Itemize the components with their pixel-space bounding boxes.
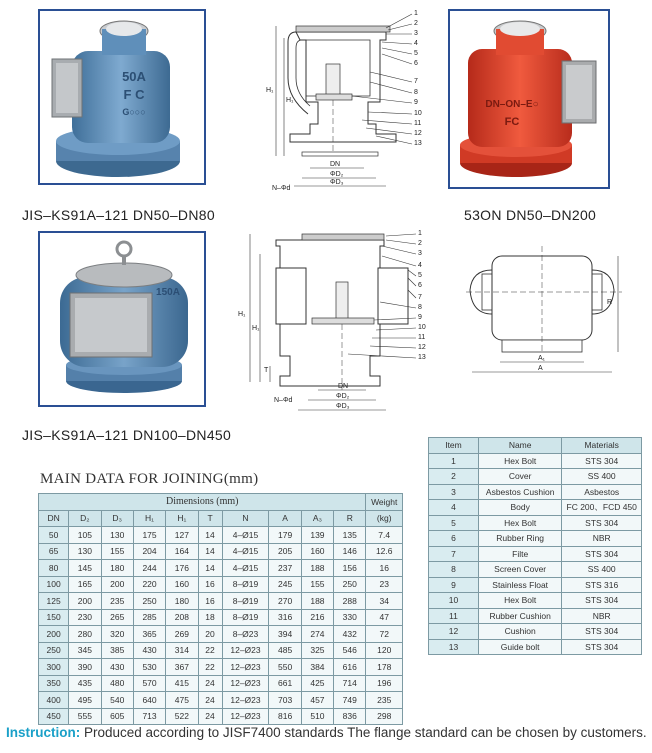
table-cell: 65 <box>39 543 69 560</box>
table-cell: 432 <box>334 626 366 643</box>
table-cell: 314 <box>166 642 198 659</box>
table-cell: 4–Ø15 <box>222 527 269 544</box>
marking-text: DN–ON–E○ <box>485 99 539 110</box>
table-cell: Hex Bolt <box>478 515 561 531</box>
table-cell: 10 <box>429 593 479 609</box>
table-cell: 5 <box>429 515 479 531</box>
table-cell: 546 <box>334 642 366 659</box>
table-cell: 8–Ø19 <box>222 609 269 626</box>
part-number: 1 <box>418 230 422 237</box>
table-row <box>429 562 642 578</box>
vent-head-blue-small-image <box>40 11 204 183</box>
dim-label-a1: A₁ <box>538 355 546 362</box>
table-cell: 703 <box>269 692 301 709</box>
dim-label-d2: ΦD₂ <box>336 393 350 400</box>
table-cell: STS 304 <box>562 639 642 655</box>
table-cell: 139 <box>301 527 333 544</box>
vent-head-red-image <box>450 11 608 187</box>
table-cell: 7 <box>429 546 479 562</box>
table-cell: Filte <box>478 546 561 562</box>
table-cell: 14 <box>198 543 222 560</box>
dim-label-t: T <box>264 367 269 374</box>
table-cell: 200 <box>39 626 69 643</box>
table-row <box>429 639 642 655</box>
column-header: H₁ <box>166 510 198 527</box>
table-cell: 146 <box>334 543 366 560</box>
instruction-line <box>6 725 647 740</box>
table-row <box>39 659 403 676</box>
table-row <box>39 543 403 560</box>
part-number: 3 <box>414 30 418 37</box>
table-cell: 367 <box>166 659 198 676</box>
table-cell: 135 <box>334 527 366 544</box>
column-header: Materials <box>562 438 642 454</box>
table-cell: Hex Bolt <box>478 593 561 609</box>
table-cell: 12–Ø23 <box>222 659 269 676</box>
table-cell: 125 <box>39 593 69 610</box>
table-cell: 188 <box>301 560 333 577</box>
table-cell: 345 <box>69 642 101 659</box>
part-number: 8 <box>414 89 418 96</box>
table-cell: 155 <box>101 543 133 560</box>
table-cell: 205 <box>269 543 301 560</box>
part-number: 10 <box>418 324 426 331</box>
column-header: N <box>222 510 269 527</box>
table-cell: NBR <box>562 531 642 547</box>
table-cell: STS 304 <box>562 453 642 469</box>
table-cell: 285 <box>133 609 165 626</box>
table-cell: 47 <box>366 609 403 626</box>
part-number: 8 <box>418 304 422 311</box>
table-cell: 415 <box>166 675 198 692</box>
column-header: Name <box>478 438 561 454</box>
table-cell: 3 <box>429 484 479 500</box>
table-cell: 72 <box>366 626 403 643</box>
table-cell: 1 <box>429 453 479 469</box>
column-header: D₂ <box>69 510 101 527</box>
table-cell: 280 <box>69 626 101 643</box>
table-cell: 570 <box>133 675 165 692</box>
part-number: 4 <box>418 262 422 269</box>
part-number: 3 <box>418 250 422 257</box>
table-cell: 127 <box>166 527 198 544</box>
table-cell: 365 <box>133 626 165 643</box>
table-cell: 50 <box>39 527 69 544</box>
table-cell: STS 316 <box>562 577 642 593</box>
table-cell: 265 <box>101 609 133 626</box>
part-number: 7 <box>418 294 422 301</box>
table-cell: 250 <box>39 642 69 659</box>
table-cell: 22 <box>198 659 222 676</box>
table-cell: 325 <box>301 642 333 659</box>
product-caption-53on: 53ON DN50–DN200 <box>464 207 597 223</box>
section-drawing-dn100-450 <box>236 226 440 418</box>
table-row <box>39 609 403 626</box>
table-row <box>429 469 642 485</box>
part-number: 11 <box>414 120 422 127</box>
table-row <box>429 593 642 609</box>
table-cell: 216 <box>301 609 333 626</box>
table-row <box>429 484 642 500</box>
table-cell: 640 <box>133 692 165 709</box>
table-cell: 179 <box>269 527 301 544</box>
table-cell: 130 <box>69 543 101 560</box>
table-row <box>429 624 642 640</box>
table-cell: 230 <box>69 609 101 626</box>
table-cell: 540 <box>101 692 133 709</box>
table-cell: 160 <box>166 576 198 593</box>
table-cell: 237 <box>269 560 301 577</box>
table-cell: 288 <box>334 593 366 610</box>
table-row <box>39 593 403 610</box>
table-cell: 4 <box>429 500 479 516</box>
table-cell: 530 <box>133 659 165 676</box>
table-cell: 12–Ø23 <box>222 692 269 709</box>
table-cell: 244 <box>133 560 165 577</box>
table-cell: Cover <box>478 469 561 485</box>
table-cell: 298 <box>366 708 403 725</box>
table-cell: Asbestos <box>562 484 642 500</box>
table-cell: 485 <box>269 642 301 659</box>
table-cell: 8 <box>429 562 479 578</box>
table-cell: 457 <box>301 692 333 709</box>
table-cell: 180 <box>101 560 133 577</box>
table-row <box>39 527 403 544</box>
table-row <box>39 675 403 692</box>
table-row <box>429 577 642 593</box>
table-cell: 385 <box>101 642 133 659</box>
table-cell: Asbestos Cushion <box>478 484 561 500</box>
part-number: 4 <box>414 40 418 47</box>
part-number: 6 <box>414 60 418 67</box>
table-cell: 16 <box>198 576 222 593</box>
dim-label-d2: ΦD₂ <box>330 171 344 178</box>
table-cell: Stainless Float <box>478 577 561 593</box>
marking-text: F C <box>123 87 145 102</box>
table-cell: 605 <box>101 708 133 725</box>
table-row <box>429 500 642 516</box>
product-photo-53on <box>448 9 610 189</box>
table-cell: 2 <box>429 469 479 485</box>
table-cell: 13 <box>429 639 479 655</box>
table-cell: 245 <box>269 576 301 593</box>
table-row <box>39 642 403 659</box>
main-data-title: MAIN DATA FOR JOINING(mm) <box>40 471 259 487</box>
product-photo-ks91a-small <box>38 9 206 185</box>
table-cell: 196 <box>366 675 403 692</box>
part-number: 9 <box>418 314 422 321</box>
column-header: DN <box>39 510 69 527</box>
table-cell: 495 <box>69 692 101 709</box>
table-row <box>429 546 642 562</box>
column-header: Item <box>429 438 479 454</box>
table-cell: 188 <box>301 593 333 610</box>
table-cell: 24 <box>198 675 222 692</box>
dim-label-h1: H₁ <box>266 87 274 94</box>
table-cell: 300 <box>39 659 69 676</box>
weight-unit-header: (kg) <box>366 510 403 527</box>
part-number: 10 <box>414 110 422 117</box>
instruction-text: Produced according to JISF7400 standards The flange standard can be chosen by customers. <box>80 725 647 740</box>
table-cell: 22 <box>198 642 222 659</box>
part-number: 2 <box>414 20 418 27</box>
table-cell: STS 304 <box>562 546 642 562</box>
table-cell: 384 <box>301 659 333 676</box>
part-number: 9 <box>414 99 418 106</box>
dim-label-dn: DN <box>338 383 349 390</box>
table-cell: 178 <box>366 659 403 676</box>
dimensions-table <box>38 493 403 725</box>
table-cell: 16 <box>366 560 403 577</box>
table-cell: 130 <box>101 527 133 544</box>
weight-header: Weight <box>366 494 403 511</box>
table-cell: 120 <box>366 642 403 659</box>
table-cell: 749 <box>334 692 366 709</box>
table-cell: 155 <box>301 576 333 593</box>
table-cell: 176 <box>166 560 198 577</box>
table-cell: 24 <box>198 692 222 709</box>
part-number: 7 <box>414 78 418 85</box>
table-cell: 24 <box>198 708 222 725</box>
table-cell: 34 <box>366 593 403 610</box>
table-cell: 7.4 <box>366 527 403 544</box>
dim-label-d3: ΦD₃ <box>336 403 350 410</box>
marking-text: G○○○ <box>122 107 146 117</box>
table-row <box>39 626 403 643</box>
product-caption-ks91a-large: JIS–KS91A–121 DN100–DN450 <box>22 427 232 443</box>
table-cell: 220 <box>133 576 165 593</box>
table-cell: 555 <box>69 708 101 725</box>
table-cell: STS 304 <box>562 624 642 640</box>
table-cell: SS 400 <box>562 562 642 578</box>
table-cell: STS 304 <box>562 593 642 609</box>
column-header: R <box>334 510 366 527</box>
table-cell: 18 <box>198 609 222 626</box>
table-cell: 12–Ø23 <box>222 708 269 725</box>
table-cell: 12–Ø23 <box>222 675 269 692</box>
table-cell: Rubber Ring <box>478 531 561 547</box>
table-cell: 330 <box>334 609 366 626</box>
dimensions-group-header: Dimensions (mm) <box>39 494 366 511</box>
table-cell: 20 <box>198 626 222 643</box>
column-header: A₃ <box>301 510 333 527</box>
table-cell: 522 <box>166 708 198 725</box>
table-cell: 510 <box>301 708 333 725</box>
table-row <box>429 453 642 469</box>
table-cell: Rubber Cushion <box>478 608 561 624</box>
column-header: A <box>269 510 301 527</box>
instruction-label: Instruction: <box>6 725 81 740</box>
table-cell: SS 400 <box>562 469 642 485</box>
column-header: T <box>198 510 222 527</box>
table-cell: 105 <box>69 527 101 544</box>
product-caption-ks91a-small: JIS–KS91A–121 DN50–DN80 <box>22 207 215 223</box>
table-cell: 661 <box>269 675 301 692</box>
table-row <box>429 515 642 531</box>
dim-label-dn: DN <box>330 161 341 168</box>
table-cell: 165 <box>69 576 101 593</box>
table-cell: Screen Cover <box>478 562 561 578</box>
table-cell: 12 <box>429 624 479 640</box>
table-cell: 320 <box>101 626 133 643</box>
table-cell: 200 <box>69 593 101 610</box>
table-cell: 430 <box>133 642 165 659</box>
outline-drawing-53on <box>462 240 628 382</box>
table-cell: 475 <box>166 692 198 709</box>
table-cell: 14 <box>198 527 222 544</box>
table-cell: Cushion <box>478 624 561 640</box>
dim-label-holes: N–Φd <box>272 185 291 192</box>
table-cell: 269 <box>166 626 198 643</box>
table-cell: 394 <box>269 626 301 643</box>
product-photo-ks91a-large <box>38 231 206 407</box>
table-cell: 550 <box>269 659 301 676</box>
table-cell: 80 <box>39 560 69 577</box>
table-cell: 164 <box>166 543 198 560</box>
table-cell: 145 <box>69 560 101 577</box>
marking-text: 50A <box>122 69 146 84</box>
part-number: 5 <box>418 272 422 279</box>
table-cell: 150 <box>39 609 69 626</box>
table-cell: 480 <box>101 675 133 692</box>
part-number: 6 <box>418 282 422 289</box>
dim-label-h2: H₁ <box>252 325 260 332</box>
table-cell: 16 <box>198 593 222 610</box>
part-number: 13 <box>414 140 422 147</box>
table-cell: 714 <box>334 675 366 692</box>
table-cell: 350 <box>39 675 69 692</box>
marking-text: 150A <box>156 287 180 298</box>
table-row <box>39 692 403 709</box>
table-cell: 4–Ø15 <box>222 560 269 577</box>
table-cell: 390 <box>69 659 101 676</box>
column-header: D₃ <box>101 510 133 527</box>
table-cell: 425 <box>301 675 333 692</box>
dim-label-a: A <box>538 365 543 372</box>
table-cell: 836 <box>334 708 366 725</box>
part-number: 1 <box>414 10 418 17</box>
table-cell: 180 <box>166 593 198 610</box>
part-number: 12 <box>418 344 426 351</box>
table-cell: 156 <box>334 560 366 577</box>
dim-label-d3: ΦD₃ <box>330 179 344 186</box>
table-cell: 616 <box>334 659 366 676</box>
table-cell: 200 <box>101 576 133 593</box>
dim-label-r: R <box>607 299 613 306</box>
table-cell: 274 <box>301 626 333 643</box>
table-cell: 23 <box>366 576 403 593</box>
table-cell: 12–Ø23 <box>222 642 269 659</box>
table-cell: 9 <box>429 577 479 593</box>
dim-label-h2: H₁ <box>286 97 294 104</box>
part-number: 11 <box>418 334 426 341</box>
table-cell: 160 <box>301 543 333 560</box>
table-cell: 8–Ø19 <box>222 576 269 593</box>
table-cell: STS 304 <box>562 515 642 531</box>
column-header: H₁ <box>133 510 165 527</box>
table-cell: 8–Ø19 <box>222 593 269 610</box>
table-cell: 14 <box>198 560 222 577</box>
marking-text: FC <box>504 116 520 128</box>
table-cell: 100 <box>39 576 69 593</box>
table-cell: 11 <box>429 608 479 624</box>
table-cell: 8–Ø23 <box>222 626 269 643</box>
parts-table <box>428 437 642 655</box>
table-cell: Body <box>478 500 561 516</box>
table-cell: 400 <box>39 692 69 709</box>
table-cell: 450 <box>39 708 69 725</box>
table-cell: Hex Bolt <box>478 453 561 469</box>
part-number: 2 <box>418 240 422 247</box>
table-cell: 12.6 <box>366 543 403 560</box>
table-cell: Guide bolt <box>478 639 561 655</box>
table-cell: 270 <box>269 593 301 610</box>
dim-label-holes: N–Φd <box>274 397 293 404</box>
table-row <box>429 531 642 547</box>
table-cell: 435 <box>69 675 101 692</box>
table-cell: 175 <box>133 527 165 544</box>
table-cell: 316 <box>269 609 301 626</box>
table-cell: 250 <box>334 576 366 593</box>
table-cell: 208 <box>166 609 198 626</box>
vent-head-blue-large-image <box>40 233 204 405</box>
table-cell: 4–Ø15 <box>222 543 269 560</box>
dim-label-h1: H₁ <box>238 311 246 318</box>
section-drawing-dn50-80 <box>236 2 432 200</box>
table-cell: 713 <box>133 708 165 725</box>
table-cell: 204 <box>133 543 165 560</box>
table-row <box>39 708 403 725</box>
table-row <box>39 560 403 577</box>
table-cell: NBR <box>562 608 642 624</box>
part-number: 5 <box>414 50 418 57</box>
table-cell: 816 <box>269 708 301 725</box>
table-cell: FC 200、FCD 450 <box>562 500 642 516</box>
table-cell: 6 <box>429 531 479 547</box>
table-cell: 235 <box>101 593 133 610</box>
table-cell: 430 <box>101 659 133 676</box>
part-number: 12 <box>414 130 422 137</box>
table-cell: 235 <box>366 692 403 709</box>
table-row <box>429 608 642 624</box>
table-row <box>39 576 403 593</box>
part-number: 13 <box>418 354 426 361</box>
table-cell: 250 <box>133 593 165 610</box>
